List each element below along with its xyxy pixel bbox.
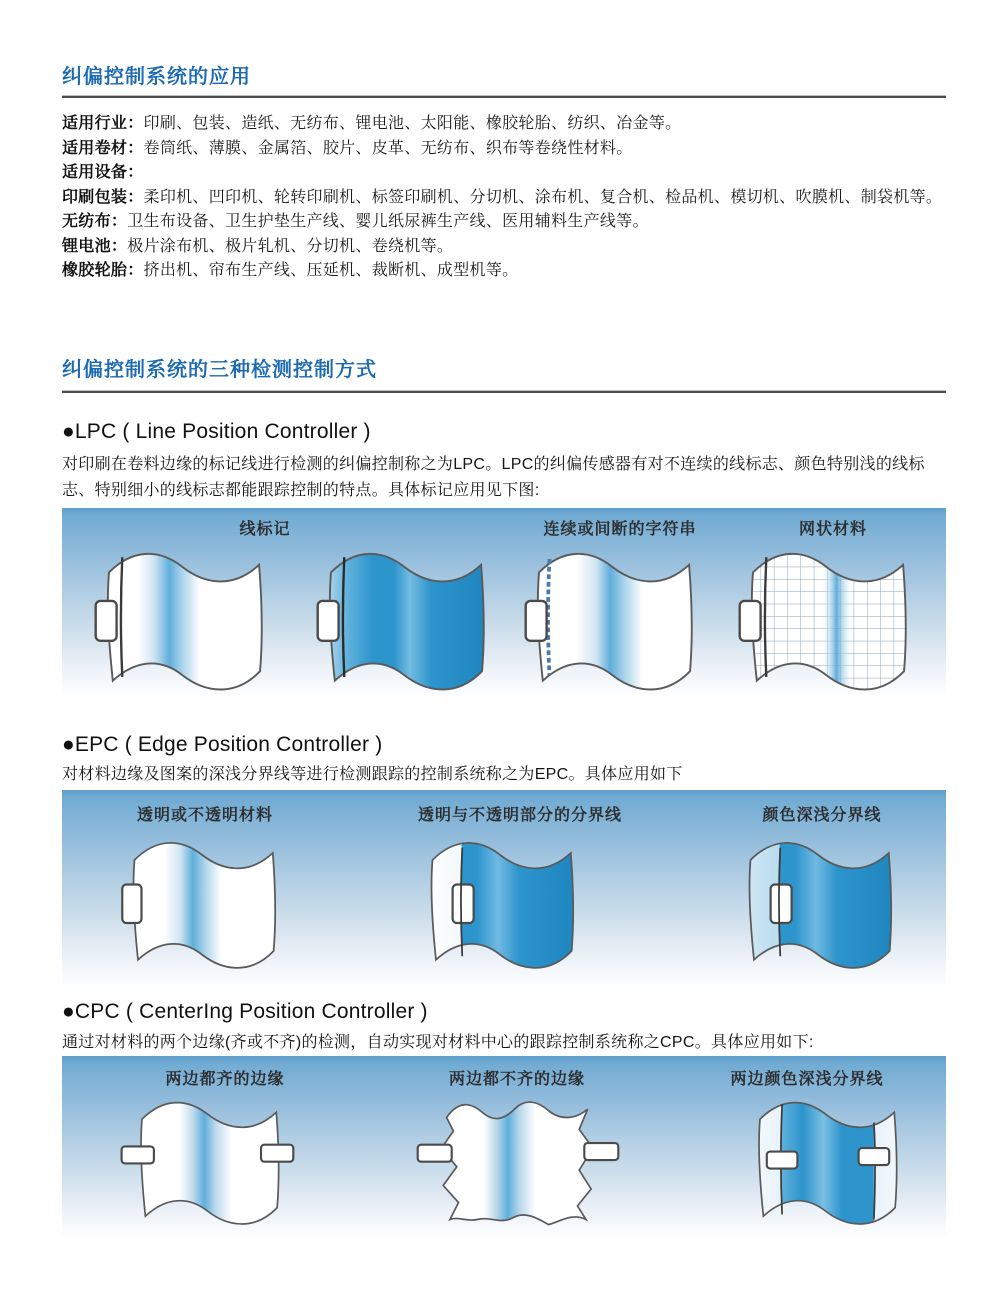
lpc-heading: ●LPC ( Line Position Controller ) (62, 420, 371, 443)
list-item (62, 161, 946, 186)
item-text: 极片涂布机、极片轧机、分切机、卷绕机等。 (127, 237, 454, 255)
item-label: 无纺布： (62, 213, 128, 230)
sensor-icon (453, 885, 474, 924)
epc-heading: ●EPC ( Edge Position Controller ) (62, 733, 383, 756)
cpc-heading: ●CPC ( CenterIng Position Controller ) (62, 1000, 428, 1023)
sensor-icon (584, 1143, 618, 1160)
cpc-description: 通过对材料的两个边缘(齐或不齐)的检测，自动实现对材料中心的跟踪控制系统称之CPC。具体应用如下: (62, 1034, 814, 1051)
item-label: 橡胶轮胎： (62, 262, 144, 279)
sensor-icon (859, 1148, 890, 1165)
lpc-label-mesh: 网状材料 (798, 521, 868, 538)
lpc-description: 对印刷在卷料边缘的标记线进行检测的纠偏控制称之为LPC。LPC的纠偏传感器有对不连续的线标志、颜色特别浅的线标志、特别细小的线标志都能跟踪控制的特点。具体标记应用见下图: (62, 456, 925, 499)
sensor-icon (526, 601, 547, 641)
list-item (62, 259, 946, 284)
item-text: 柔印机、凹印机、轮转印刷机、标签印刷机、分切机、涂布机、复合机、检品机、模切机、吹膜机、制袋机等。 (143, 188, 943, 206)
epc-figure-shade-boundary (728, 832, 913, 972)
sensor-icon (261, 1145, 293, 1162)
item-text: 印刷、包装、造纸、无纺布、锂电池、太阳能、橡胶轮胎、纺织、冶金等。 (143, 115, 682, 132)
item-text (144, 161, 946, 186)
epc-label-material: 透明或不透明材料 (136, 807, 274, 824)
lpc-label-char-string: 连续或间断的字符串 (543, 521, 697, 538)
cpc-label-shade-lines: 两边颜色深浅分界线 (730, 1071, 884, 1088)
lpc-figure-line-mark-light (90, 542, 280, 694)
list-item (62, 210, 946, 235)
item-text: 卫生布设备、卫生护垫生产线、婴儿纸尿裤生产线、医用辅料生产线等。 (127, 213, 649, 230)
cpc-figure-uneven-edges (402, 1092, 634, 1228)
item-label: 适用卷材： (62, 139, 144, 157)
sensor-icon (418, 1145, 452, 1162)
lpc-figure-char-string (520, 542, 710, 694)
section1-divider (62, 95, 946, 98)
epc-label-shade-line: 颜色深浅分界线 (762, 807, 882, 824)
sensor-icon (771, 885, 792, 924)
item-label: 印刷包装： (62, 188, 144, 206)
cpc-figure-band (62, 1056, 946, 1237)
section2-title: 纠偏控制系统的三种检测控制方式 (62, 359, 377, 381)
epc-figure-edge (112, 832, 297, 972)
cpc-label-uneven-edges: 两边都不齐的边缘 (448, 1071, 586, 1088)
item-label: 锂电池： (62, 237, 128, 255)
epc-figure-band (62, 790, 946, 986)
list-item (62, 137, 946, 162)
list-item (62, 186, 946, 211)
lpc-figure-line-mark-blue (312, 542, 502, 694)
item-label: 适用行业： (62, 115, 144, 132)
list-item (62, 235, 946, 260)
epc-label-boundary: 透明与不透明部分的分界线 (417, 807, 623, 824)
application-list (62, 112, 946, 284)
item-text: 挤出机、帘布生产线、压延机、裁断机、成型机等。 (143, 262, 519, 279)
cpc-label-even-edges: 两边都齐的边缘 (165, 1071, 285, 1088)
sensor-icon (740, 601, 761, 641)
section1-title: 纠偏控制系统的应用 (62, 66, 251, 88)
item-text: 卷筒纸、薄膜、金属箔、胶片、皮革、无纺布、织布等卷绕性材料。 (143, 139, 633, 157)
lpc-figure-band (62, 508, 946, 695)
epc-description: 对材料边缘及图案的深浅分界线等进行检测跟踪的控制系统称之为EPC。具体应用如下 (62, 766, 683, 783)
list-item (62, 112, 946, 137)
cpc-figure-even-edges (94, 1092, 326, 1228)
sensor-icon (318, 601, 339, 641)
section2-divider (62, 390, 946, 393)
sensor-icon (122, 1146, 154, 1163)
sensor-icon (122, 885, 141, 924)
sensor-icon (767, 1152, 798, 1169)
cpc-figure-shade-lines (712, 1092, 944, 1228)
lpc-label-line-mark: 线标记 (239, 521, 291, 538)
sensor-icon (96, 601, 117, 641)
item-label: 适用设备： (62, 164, 144, 181)
epc-figure-opaque-boundary (410, 832, 595, 972)
lpc-figure-mesh (734, 542, 924, 694)
